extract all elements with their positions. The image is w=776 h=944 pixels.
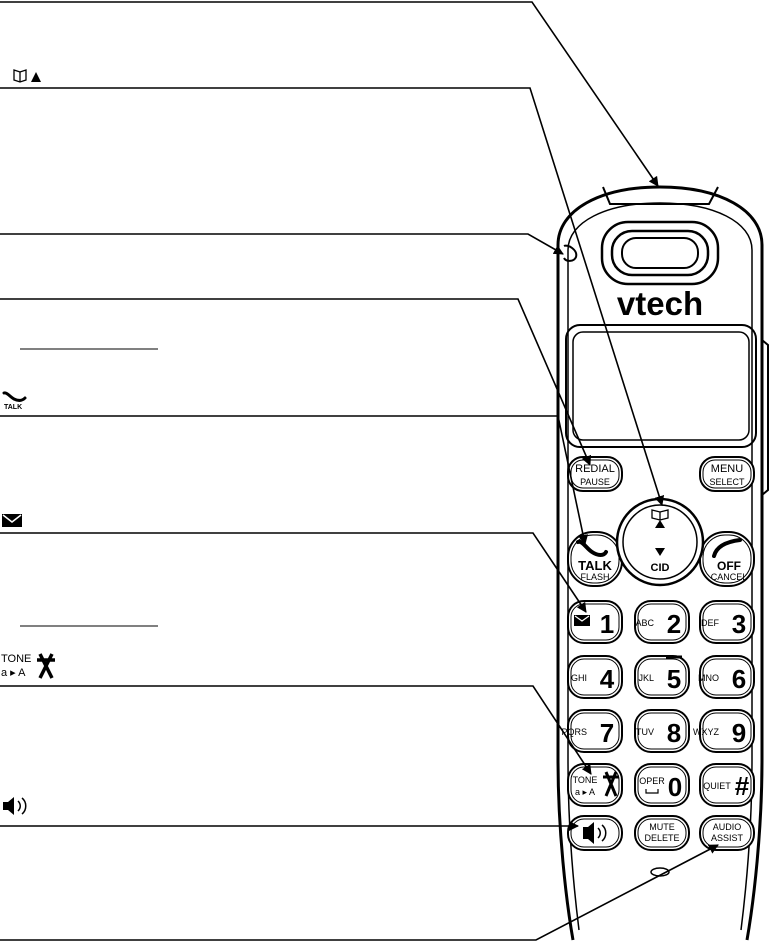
display-screen [566, 325, 756, 447]
redial-label: REDIAL [575, 463, 615, 475]
key-2-letters: ABC [635, 618, 654, 628]
book-icon [14, 70, 26, 82]
key-3-letters: DEF [701, 618, 719, 628]
key-8-digit: 8 [666, 718, 682, 748]
tone-key-label: TONE [572, 775, 598, 785]
brand-logo: vtech [616, 285, 704, 322]
pause-label: PAUSE [580, 477, 610, 487]
menu-label: MENU [710, 463, 744, 475]
key-9-digit: 9 [731, 718, 747, 748]
key-6-digit: 6 [731, 664, 747, 694]
key-4-digit: 4 [599, 664, 615, 694]
leader-talk [0, 416, 585, 544]
up-triangle-icon [31, 72, 41, 82]
key-7-letters: PQRS [561, 727, 587, 737]
leader-audio-assist [0, 845, 718, 940]
led-indicator [564, 246, 576, 261]
tone-star-icon [1, 653, 55, 679]
key-5-letters: JKL [638, 673, 654, 683]
leader-redial [0, 299, 590, 465]
audio-label: AUDIO [712, 822, 742, 832]
leader-earpiece [0, 2, 658, 186]
voicemail-icon [2, 514, 22, 527]
svg-text:TALK: TALK [4, 404, 23, 411]
off-label: OFF [717, 559, 741, 573]
talk-icon [4, 393, 25, 411]
leader-tone [0, 686, 591, 774]
assist-label: ASSIST [710, 833, 744, 843]
cancel-label: CANCEL [710, 572, 748, 582]
talk-label: TALK [578, 558, 612, 573]
earpiece [602, 222, 718, 284]
key-1-digit: 1 [599, 609, 615, 639]
oper-label: OPER [639, 776, 665, 786]
tone-key-case: a ▸ A [574, 787, 596, 797]
speaker-icon [3, 797, 26, 815]
flash-label: FLASH [580, 572, 610, 582]
key-4-letters: GHI [570, 673, 587, 683]
cid-label: CID [650, 562, 670, 574]
voicemail-key-icon [574, 615, 590, 626]
key-6-letters: MNO [698, 673, 719, 683]
key-8-letters: TUV [636, 727, 654, 737]
quiet-label: QUIET [703, 781, 731, 791]
svg-text:TONE: TONE [1, 653, 32, 665]
key-5-digit: 5 [666, 664, 682, 694]
key-0-digit: 0 [667, 772, 683, 802]
key-2-digit: 2 [666, 609, 682, 639]
leader-navigation [0, 88, 662, 505]
svg-text:a ▸ A: a ▸ A [1, 667, 26, 679]
key-7-digit: 7 [599, 718, 615, 748]
pound-symbol: # [734, 771, 750, 801]
leader-voicemail [0, 533, 586, 612]
mute-label: MUTE [649, 822, 675, 832]
delete-label: DELETE [644, 833, 680, 843]
select-label: SELECT [709, 477, 745, 487]
key-3-digit: 3 [731, 609, 747, 639]
leader-led [0, 234, 563, 254]
key-9-letters: WXYZ [693, 727, 719, 737]
